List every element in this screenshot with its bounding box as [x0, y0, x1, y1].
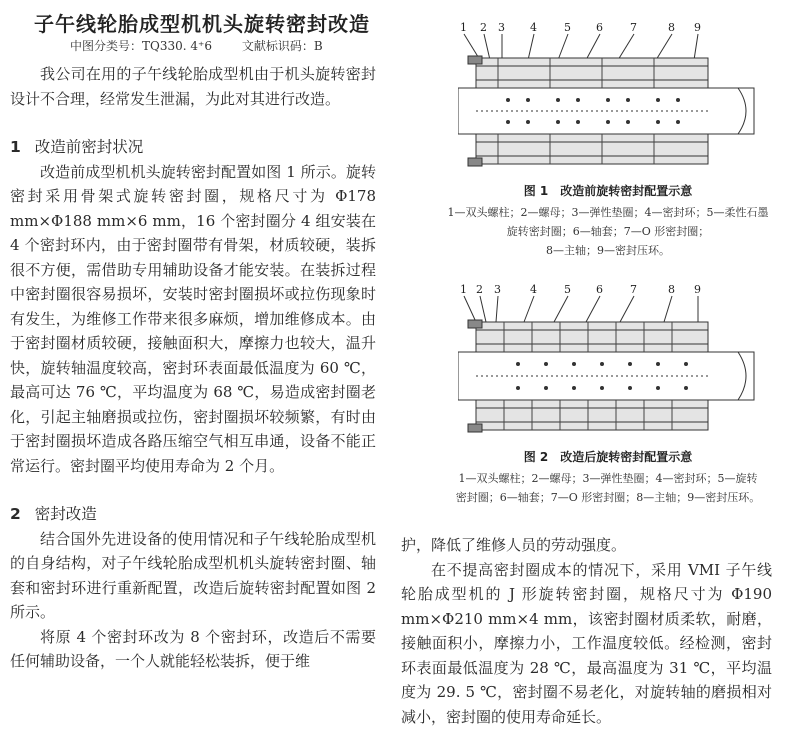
section-1-number: 1 [10, 138, 21, 156]
figure-2-caption: 图 2 改造后旋转密封配置示意 [523, 450, 693, 464]
section-2-title: 密封改造 [34, 505, 97, 523]
fig1-label-7: 7 [630, 21, 637, 34]
fig2-label-6: 6 [596, 283, 603, 296]
section-1-heading [10, 135, 376, 160]
figure-1-drawing [458, 20, 758, 178]
fig2-label-9: 9 [694, 283, 701, 296]
figure-1-legend-line: 1—双头螺柱；2—螺母；3—弹性垫圈；4—密封环；5—柔性石墨 [447, 206, 769, 219]
fig1-label-1: 1 [460, 21, 467, 34]
classification-code: 中图分类号：TQ330. 4⁺6 [70, 39, 212, 53]
article-title: 子午线轮胎成型机机头旋转密封改造 [34, 12, 370, 36]
fig1-label-6: 6 [596, 21, 603, 34]
right-column [401, 533, 772, 729]
figure-1-legend-line: 8—主轴；9—密封压环。 [546, 244, 670, 257]
figure-1-caption: 图 1 改造前旋转密封配置示意 [523, 184, 693, 198]
fig2-label-2: 2 [476, 283, 483, 296]
left-column [10, 62, 376, 674]
figure-2-legend-line: 密封圈；6—轴套；7—O 形密封圈；8—主轴；9—密封压环。 [455, 491, 761, 504]
section-2-paragraph-1: 结合国外先进设备的使用情况和子午线轮胎成型机的自身结构，对子午线轮胎成型机机头旋转密封圈、轴套和密封环进行重新配置，改造后旋转密封配置如图 2 所示。 [10, 529, 376, 621]
fig1-label-5: 5 [564, 21, 571, 34]
article-meta [70, 37, 323, 54]
figure-2-legend [418, 469, 798, 507]
section-1-paragraph: 改造前成型机机头旋转密封配置如图 1 所示。旋转密封采用骨架式旋转密封圈，规格尺寸为 Φ178 mm×Φ188 mm×6 mm，16 个密封圈分 4 组安装在 4 个密封环内，由于密封圈带有骨架，材质较硬，装拆很不方便，需借助专用辅助设备才能安装。在装拆过程中密封圈很容易损坏，安装时密封圈损坏或拉伤现象时有发生，为维修工作带来很多麻烦，增加维修成本。由于密封圈材质较硬，接触面积大，摩擦力也较大，温升快，旋转轴温度较高，密封环表面最低温度为 60 ℃，最高可达 76 ℃，平均温度为 68 ℃，易造成密封圈老化，引起主轴磨损或拉伤，密封圈损坏较频繁，有时由于密封圈损坏造成各路压缩空气相互串通，设备不能正常运行。密封圈平均使用寿命为 2 个月。 [10, 162, 376, 475]
fig1-label-8: 8 [668, 21, 675, 34]
fig2-label-8: 8 [668, 283, 675, 296]
fig2-label-4: 4 [530, 283, 537, 296]
figure-1-legend-line: 旋转密封圈；6—轴套；7—O 形密封圈； [506, 225, 710, 238]
section-2-paragraph-2: 将原 4 个密封环改为 8 个密封环，改造后不需要任何辅助设备，一个人就能轻松装拆，便于维 [10, 627, 376, 670]
figure-1-legend [418, 203, 798, 260]
fig1-label-2: 2 [480, 21, 487, 34]
section-2-paragraph-2-continued: 护，降低了维修人员的劳动强度。 [401, 536, 627, 554]
section-2-paragraph-3: 在不提高密封圈成本的情况下，采用 VMI 子午线轮胎成型机的 J 形旋转密封圈，规格尺寸为 Φ190 mm×Φ210 mm×4 mm，该密封圈材质柔软，耐磨，接触面积小，摩擦力小，工作温度较低。经检测，密封环表面最低温度为 28 ℃，最高温度为 31 ℃，平均温度为 29. 5 ℃，密封圈不易老化，对旋转轴的磨损相对减小，密封圈的使用寿命延长。 [401, 560, 772, 726]
figure-2-drawing [458, 282, 758, 444]
fig2-label-7: 7 [630, 283, 637, 296]
figure-2 [418, 282, 798, 507]
document-code: 文献标识码：B [241, 39, 323, 53]
fig2-label-3: 3 [494, 283, 501, 296]
figure-2-legend-line: 1—双头螺柱；2—螺母；3—弹性垫圈；4—密封环；5—旋转 [458, 472, 758, 485]
fig2-label-1: 1 [460, 283, 467, 296]
fig1-label-3: 3 [498, 21, 505, 34]
section-2-heading [10, 502, 376, 527]
section-2-number: 2 [10, 505, 21, 523]
fig2-label-5: 5 [564, 283, 571, 296]
intro-paragraph: 我公司在用的子午线轮胎成型机由于机头旋转密封设计不合理，经常发生泄漏，为此对其进行改造。 [10, 65, 376, 108]
fig1-label-4: 4 [530, 21, 537, 34]
section-1-title: 改造前密封状况 [34, 138, 144, 156]
figure-1 [418, 20, 798, 260]
fig1-label-9: 9 [694, 21, 701, 34]
